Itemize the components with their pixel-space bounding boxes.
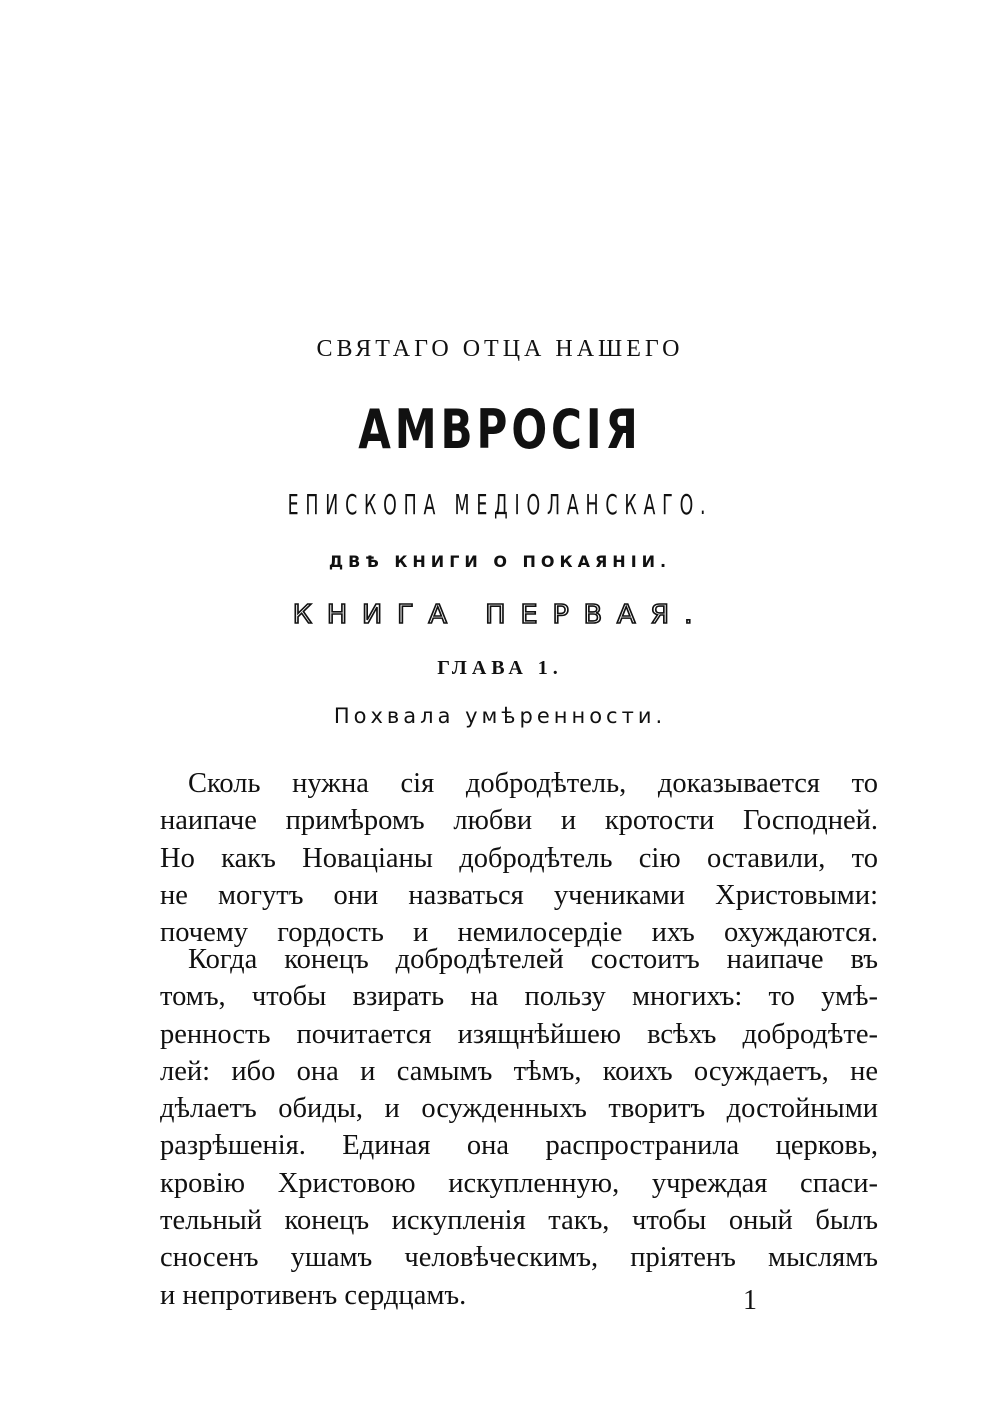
text-line: ренность почитается изящнѣйшею всѣхъ добродѣте- [160, 1018, 878, 1050]
text-line: наипаче примѣромъ любви и кротости Господней. [160, 805, 878, 837]
text-line: не могутъ они назваться учениками Христовыми: [160, 879, 878, 911]
page-number: 1 [743, 1285, 757, 1316]
text-line: Но какъ Новаціаны добродѣтель сію оставили, то [160, 842, 878, 874]
text-line: Сколь нужна сія добродѣтель, доказывается то [188, 768, 878, 799]
text-line: томъ, чтобы взирать на пользу многихъ: то умѣ- [160, 981, 878, 1013]
text-line: сносенъ ушамъ человѣческимъ, пріятенъ мыслямъ [160, 1242, 878, 1274]
work-title: ДВѢ КНИГИ О ПОКАЯНІИ. [328, 552, 672, 571]
chapter-heading: ГЛАВА 1. [437, 657, 563, 679]
author-title: АМВРОСІЯ [358, 398, 642, 461]
heading-line-1: СВЯТАГО ОТЦА НАШЕГО [316, 336, 684, 362]
text-line: разрѣшенія. Единая она распространила церковь, [160, 1130, 878, 1162]
text-line: почему гордость и немилосердіе ихъ охуждаются. [160, 917, 878, 949]
text-line: лей: ибо она и самымъ тѣмъ, коихъ осуждаетъ, не [160, 1055, 878, 1087]
text-line: дѣлаетъ обиды, и осужденныхъ творитъ достойными [160, 1093, 878, 1125]
text-line: кровію Христовою искупленную, учреждая спаси- [160, 1167, 878, 1199]
text-line: Когда конецъ добродѣтелей состоитъ наипаче въ [188, 944, 878, 975]
paragraph-1 [160, 765, 878, 951]
text-line: и непротивенъ сердцамъ. [160, 1279, 467, 1311]
author-subtitle: ЕПИСКОПА МЕДІОЛАНСКАГО. [287, 488, 713, 521]
book-heading: КНИГА ПЕРВАЯ. [292, 600, 708, 630]
chapter-title: Похвала умѣренности. [333, 704, 667, 728]
paragraph-2 [160, 941, 878, 1314]
text-line: тельный конецъ искупленія такъ, чтобы оный былъ [160, 1205, 878, 1237]
